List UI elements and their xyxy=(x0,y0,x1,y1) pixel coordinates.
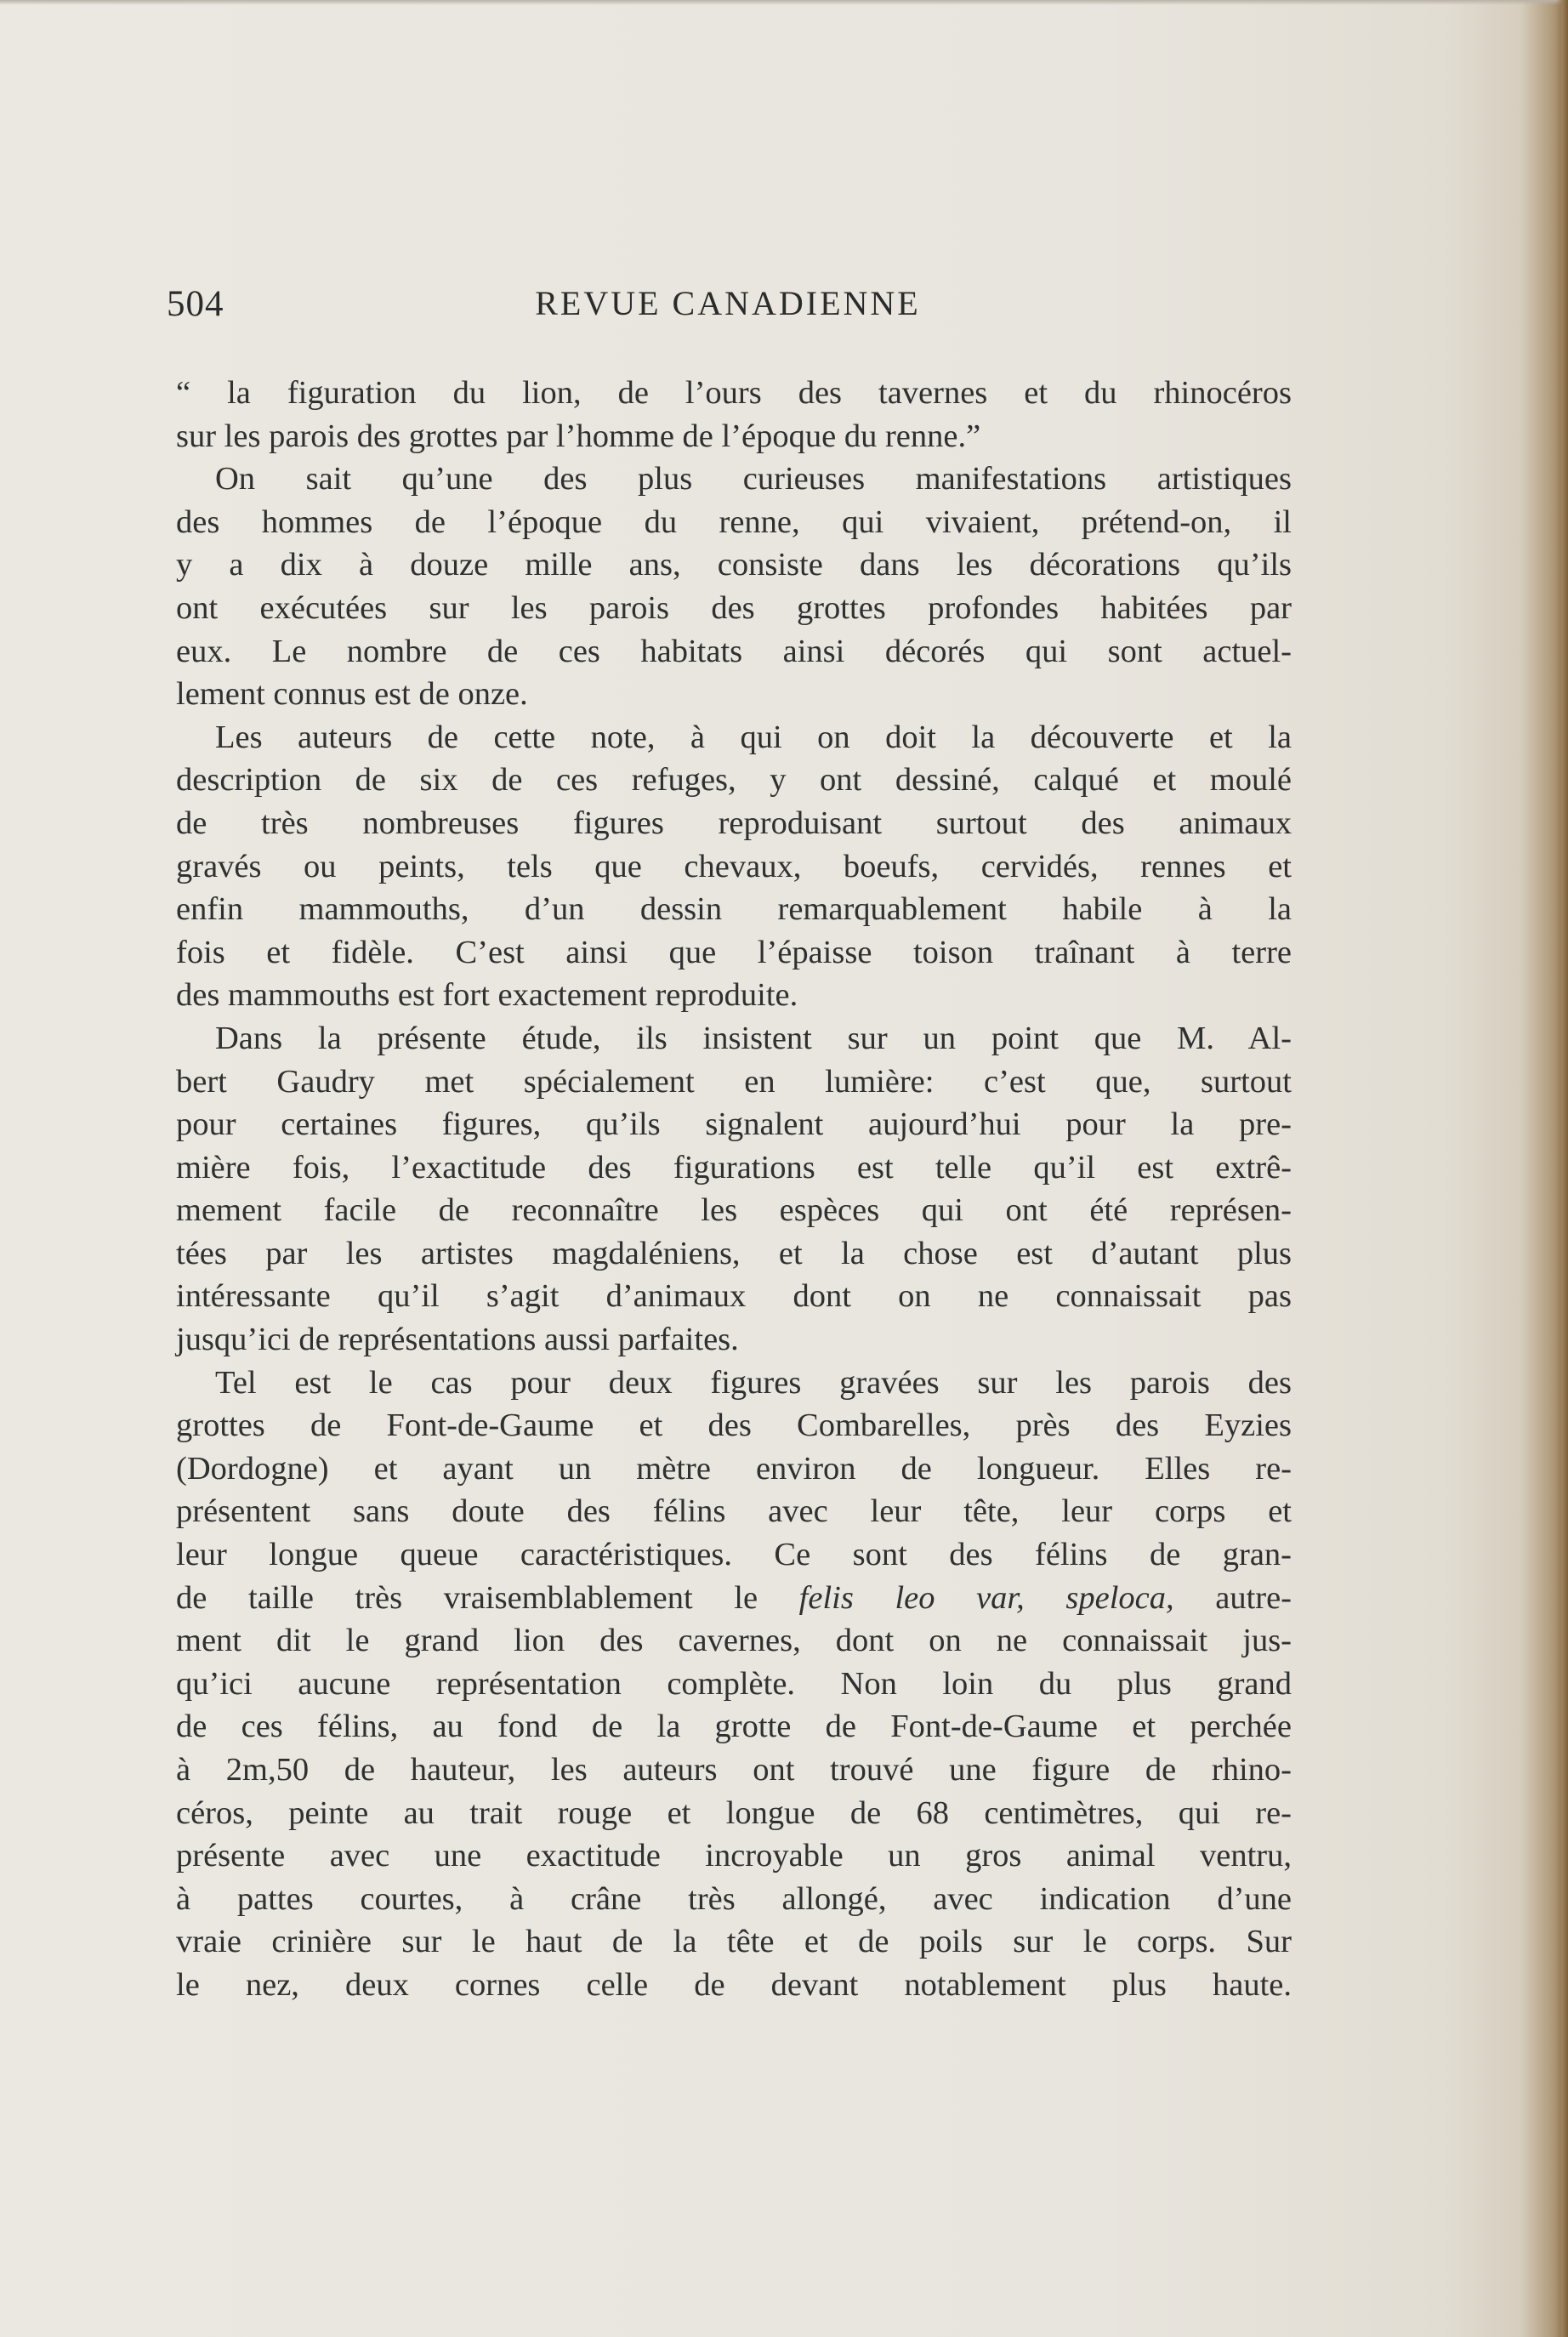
text-line: vraie crinière sur le haut de la tête et de poils sur le corps. Sur xyxy=(176,1924,1292,1960)
page-binding-edge xyxy=(1556,0,1568,2337)
body-text xyxy=(176,372,1292,2007)
text-line: grottes de Font-de-Gaume et des Combarelles, près des Eyzies xyxy=(176,1407,1292,1444)
text-line: sur les parois des grottes par l’homme de l’époque du renne.” xyxy=(176,418,981,454)
text-line: lement connus est de onze. xyxy=(176,676,528,713)
text-line: Tel est le cas pour deux figures gravées sur les parois des xyxy=(215,1364,1292,1401)
text-line: (Dordogne) et ayant un mètre environ de longueur. Elles re- xyxy=(176,1450,1292,1487)
text-line: mement facile de reconnaître les espèces qui ont été représen- xyxy=(176,1192,1292,1229)
paragraph-authors xyxy=(176,716,1292,1017)
paragraph-cave-art xyxy=(176,458,1292,716)
text-line: céros, peinte au trait rouge et longue de 68 centimètres, qui re- xyxy=(176,1794,1292,1831)
text-segment: de taille très vraisemblablement le xyxy=(176,1579,799,1616)
text-line: bert Gaudry met spécialement en lumière: c’est que, surtout xyxy=(176,1063,1292,1100)
paragraph-felines xyxy=(176,1362,1292,2007)
text-line: des hommes de l’époque du renne, qui vivaient, prétend-on, il xyxy=(176,503,1292,540)
text-line: description de six de ces refuges, y ont dessiné, calqué et moulé xyxy=(176,762,1292,799)
text-line: pour certaines figures, qu’ils signalent aujourd’hui pour la pre- xyxy=(176,1106,1292,1143)
text-segment: autre- xyxy=(1173,1579,1292,1616)
text-line: à 2m,50 de hauteur, les auteurs ont trouvé une figure de rhino- xyxy=(176,1752,1292,1788)
text-line: ment dit le grand lion des cavernes, dont on ne connaissait jus- xyxy=(176,1623,1292,1659)
running-header xyxy=(167,283,1289,331)
text-line: eux. Le nombre de ces habitats ainsi décorés qui sont actuel- xyxy=(176,633,1292,669)
text-line: de très nombreuses figures reproduisant surtout des animaux xyxy=(176,805,1292,841)
paragraph-study xyxy=(176,1017,1292,1362)
text-line: de ces félins, au fond de la grotte de Font-de-Gaume et perchée xyxy=(176,1709,1292,1745)
text-line: On sait qu’une des plus curieuses manifestations artistiques xyxy=(215,461,1292,498)
text-line: enfin mammouths, d’un dessin remarquablement habile à la xyxy=(176,891,1292,928)
text-line: fois et fidèle. C’est ainsi que l’épaisse toison traînant à terre xyxy=(176,934,1292,970)
text-line: des mammouths est fort exactement reproduite. xyxy=(176,977,798,1014)
text-line: ont exécutées sur les parois des grottes profondes habitées par xyxy=(176,589,1292,626)
paragraph-quote xyxy=(176,372,1292,458)
text-line: y a dix à douze mille ans, consiste dans les décorations qu’ils xyxy=(176,547,1292,583)
text-line: présente avec une exactitude incroyable un gros animal ventru, xyxy=(176,1838,1292,1874)
text-line: mière fois, l’exactitude des figurations est telle qu’il est extrê- xyxy=(176,1149,1292,1186)
text-line: qu’ici aucune représentation complète. Non loin du plus grand xyxy=(176,1665,1292,1702)
page-top-shadow xyxy=(0,0,1568,5)
text-line: gravés ou peints, tels que chevaux, boeufs, cervidés, rennes et xyxy=(176,848,1292,884)
text-line: tées par les artistes magdaléniens, et la chose est d’autant plus xyxy=(176,1235,1292,1271)
text-line: présentent sans doute des félins avec leur tête, leur corps et xyxy=(176,1493,1292,1530)
species-name: felis leo var, speloca, xyxy=(798,1579,1174,1616)
running-title: REVUE CANADIENNE xyxy=(535,284,921,322)
text-line: jusqu’ici de représentations aussi parfaites. xyxy=(176,1322,739,1358)
page-number: 504 xyxy=(167,284,224,324)
text-line: à pattes courtes, à crâne très allongé, avec indication d’une xyxy=(176,1880,1292,1917)
text-line xyxy=(176,1577,1292,1620)
text-line: intéressante qu’il s’agit d’animaux dont on ne connaissait pas xyxy=(176,1278,1292,1315)
text-line: le nez, deux cornes celle de devant notablement plus haute. xyxy=(176,1966,1292,2003)
text-line: Les auteurs de cette note, à qui on doit la découverte et la xyxy=(215,719,1292,755)
text-line: leur longue queue caractéristiques. Ce sont des félins de gran- xyxy=(176,1537,1292,1573)
text-line: “ la figuration du lion, de l’ours des tavernes et du rhinocéros xyxy=(176,375,1292,411)
text-line: Dans la présente étude, ils insistent sur un point que M. Al- xyxy=(215,1020,1292,1056)
